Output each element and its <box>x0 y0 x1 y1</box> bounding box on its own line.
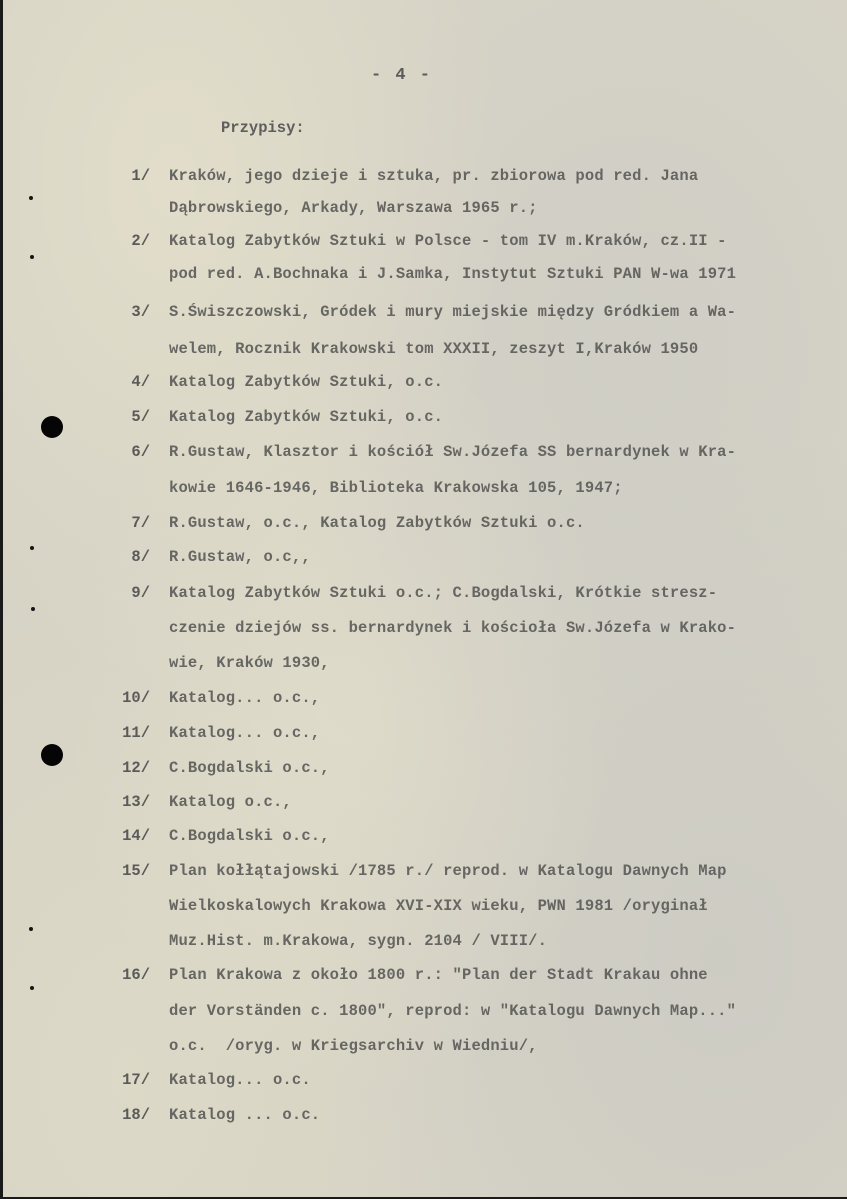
footnote-text: Wielkoskalowych Krakowa XVI-XIX wieku, PWN 1981 /oryginał <box>169 897 708 915</box>
footnote-number: 10/ <box>122 689 150 707</box>
footnote-number: 1/ <box>131 167 150 185</box>
margin-speck <box>31 607 35 611</box>
footnote-text: S.Świszczowski, Gródek i mury miejskie między Gródkiem a Wa- <box>169 303 737 321</box>
margin-speck <box>29 927 33 931</box>
footnote-number: 17/ <box>122 1071 150 1089</box>
footnote-text: C.Bogdalski o.c., <box>169 759 330 777</box>
margin-speck <box>29 196 33 200</box>
footnote-text: Katalog Zabytków Sztuki o.c.; C.Bogdalski, Krótkie stresz- <box>169 584 718 602</box>
footnote-text: Katalog Zabytków Sztuki, o.c. <box>169 373 444 391</box>
footnote-text: wie, Kraków 1930, <box>169 654 330 672</box>
document-page <box>3 0 847 1197</box>
footnote-text: Katalog Zabytków Sztuki, o.c. <box>169 408 444 426</box>
margin-speck <box>30 986 34 990</box>
footnote-number: 14/ <box>122 827 150 845</box>
footnote-number: 7/ <box>131 514 150 532</box>
margin-speck <box>30 255 34 259</box>
footnote-text: Katalog ... o.c. <box>169 1106 321 1124</box>
footnote-text: welem, Rocznik Krakowski tom XXXII, zeszyt I,Kraków 1950 <box>169 340 699 358</box>
footnote-number: 5/ <box>131 408 150 426</box>
footnote-number: 15/ <box>122 862 150 880</box>
footnote-text: Plan Krakowa z około 1800 r.: "Plan der Stadt Krakau ohne <box>169 966 708 984</box>
footnote-text: Dąbrowskiego, Arkady, Warszawa 1965 r.; <box>169 199 538 217</box>
footnote-text: R.Gustaw, o.c,, <box>169 548 311 566</box>
footnote-text: Katalog... o.c., <box>169 724 321 742</box>
footnote-text: C.Bogdalski o.c., <box>169 827 330 845</box>
margin-speck <box>30 546 34 550</box>
footnote-number: 18/ <box>122 1106 150 1124</box>
footnote-text: o.c. /oryg. w Kriegsarchiv w Wiedniu/, <box>169 1037 538 1055</box>
footnote-text: Katalog Zabytków Sztuki w Polsce - tom IV m.Kraków, cz.II - <box>169 232 727 250</box>
footnote-text: R.Gustaw, o.c., Katalog Zabytków Sztuki o.c. <box>169 514 585 532</box>
footnote-text: Kraków, jego dzieje i sztuka, pr. zbiorowa pod red. Jana <box>169 167 699 185</box>
footnote-number: 4/ <box>131 373 150 391</box>
footnote-number: 11/ <box>122 724 150 742</box>
footnote-text: pod red. A.Bochnaka i J.Samka, Instytut Sztuki PAN W-wa 1971 <box>169 265 737 283</box>
punch-hole-bottom <box>41 744 63 766</box>
footnote-number: 6/ <box>131 443 150 461</box>
footnote-text: der Vorständen c. 1800", reprod: w "Katalogu Dawnych Map..." <box>169 1002 737 1020</box>
footnote-number: 12/ <box>122 759 150 777</box>
footnote-text: Katalog... o.c. <box>169 1071 311 1089</box>
footnote-number: 2/ <box>131 232 150 250</box>
punch-hole-top <box>41 416 63 438</box>
footnote-text: Katalog... o.c., <box>169 689 321 707</box>
footnote-number: 13/ <box>122 793 150 811</box>
footnote-number: 8/ <box>131 548 150 566</box>
footnote-text: Plan kołłątajowski /1785 r./ reprod. w Katalogu Dawnych Map <box>169 862 727 880</box>
page-number: - 4 - <box>371 66 433 85</box>
footnotes-heading: Przypisy: <box>221 119 305 137</box>
footnote-text: Muz.Hist. m.Krakowa, sygn. 2104 / VIII/. <box>169 932 548 950</box>
footnote-text: R.Gustaw, Klasztor i kościół Sw.Józefa SS bernardynek w Kra- <box>169 443 737 461</box>
footnote-number: 3/ <box>131 303 150 321</box>
footnote-number: 9/ <box>131 584 150 602</box>
footnote-text: czenie dziejów ss. bernardynek i kościoła Sw.Józefa w Krako- <box>169 619 737 637</box>
footnote-text: kowie 1646-1946, Biblioteka Krakowska 105, 1947; <box>169 479 623 497</box>
footnote-text: Katalog o.c., <box>169 793 292 811</box>
footnote-number: 16/ <box>122 966 150 984</box>
